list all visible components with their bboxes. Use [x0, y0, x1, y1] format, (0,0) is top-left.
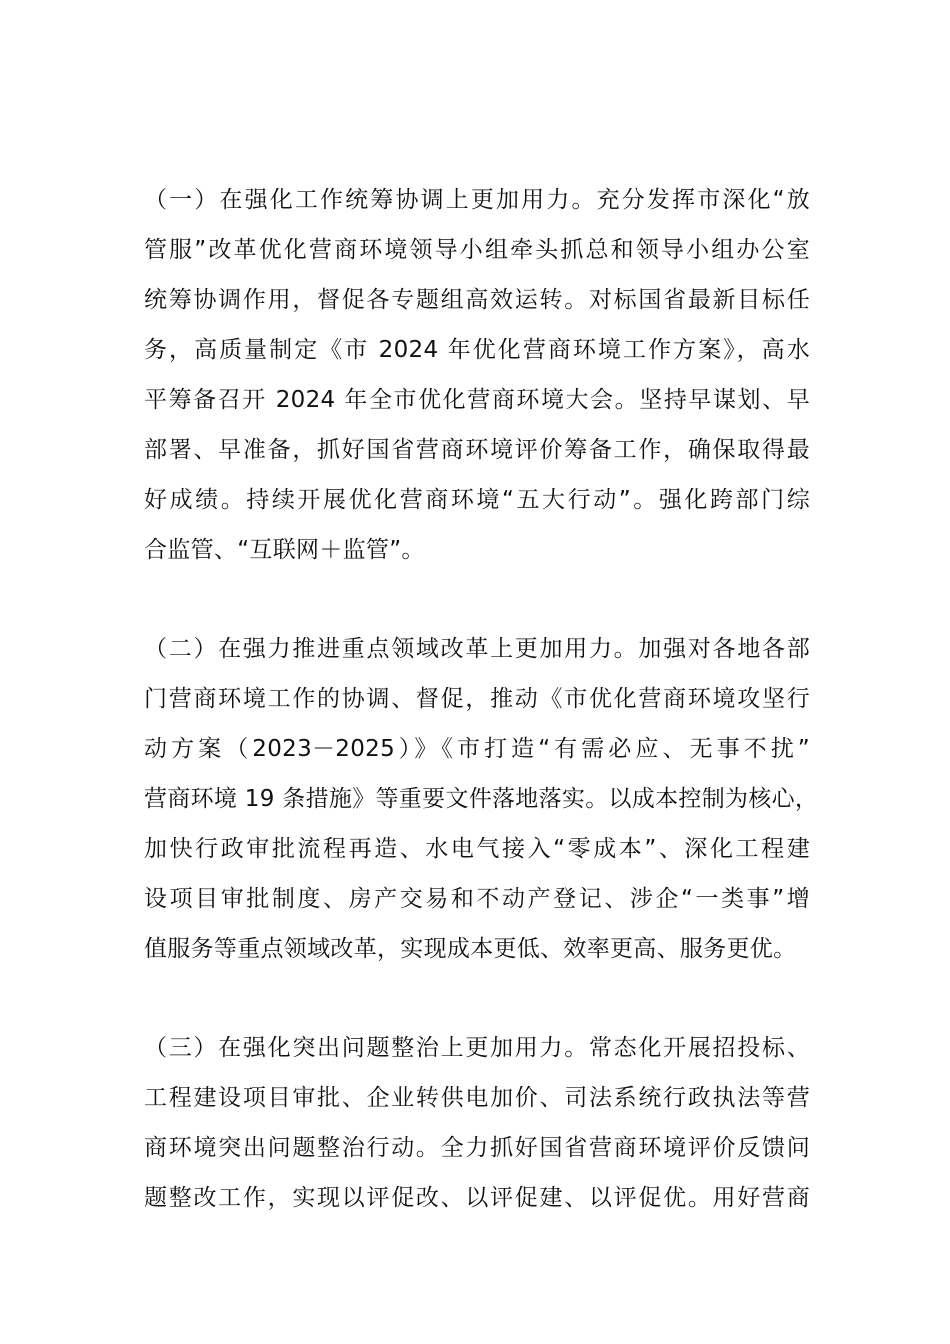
paragraph-line: （三）在强化突出问题整治上更加用力。常态化开展招投标、 — [144, 1035, 810, 1061]
paragraph-line: 平筹备召开 2024 年全市优化营商环境大会。坚持早谋划、早 — [144, 387, 810, 413]
paragraph-line: 部署、早准备，抓好国省营商环境评价筹备工作，确保取得最 — [144, 437, 810, 463]
paragraph-2 — [144, 624, 819, 974]
paragraph-line: 门营商环境工作的协调、督促，推动《市优化营商环境攻坚行 — [144, 686, 810, 712]
paragraph-line: 合监管、“互联网＋监管”。 — [144, 537, 425, 563]
paragraph-line: 设项目审批制度、房产交易和不动产登记、涉企“一类事”增 — [144, 886, 810, 912]
paragraph-line: 动方案（2023－2025）》《市打造“有需必应、无事不扰” — [144, 736, 810, 762]
paragraph-line: 务，高质量制定《市 2024 年优化营商环境工作方案》，高水 — [144, 337, 810, 363]
paragraph-line: 管服”改革优化营商环境领导小组牵头抓总和领导小组办公室 — [144, 237, 810, 263]
paragraph-1 — [144, 175, 810, 575]
paragraph-line: 值服务等重点领域改革，实现成本更低、效率更高、服务更优。 — [144, 936, 797, 962]
paragraph-line: 营商环境 19 条措施》等重要文件落地落实。以成本控制为核心， — [144, 786, 819, 812]
paragraph-3 — [144, 1023, 810, 1223]
paragraph-line: （二）在强力推进重点领域改革上更加用力。加强对各地各部 — [144, 636, 810, 662]
paragraph-line: 工程建设项目审批、企业转供电加价、司法系统行政执法等营 — [144, 1085, 810, 1111]
paragraph-line: （一）在强化工作统筹协调上更加用力。充分发挥市深化“放 — [144, 187, 810, 213]
paragraph-line: 题整改工作，实现以评促改、以评促建、以评促优。用好营商 — [144, 1185, 810, 1211]
paragraph-line: 好成绩。持续开展优化营商环境“五大行动”。强化跨部门综 — [144, 487, 810, 513]
paragraph-line: 加快行政审批流程再造、水电气接入“零成本”、深化工程建 — [144, 836, 810, 862]
paragraph-line: 统筹协调作用，督促各专题组高效运转。对标国省最新目标任 — [144, 287, 810, 313]
paragraph-line: 商环境突出问题整治行动。全力抓好国省营商环境评价反馈问 — [144, 1135, 810, 1161]
